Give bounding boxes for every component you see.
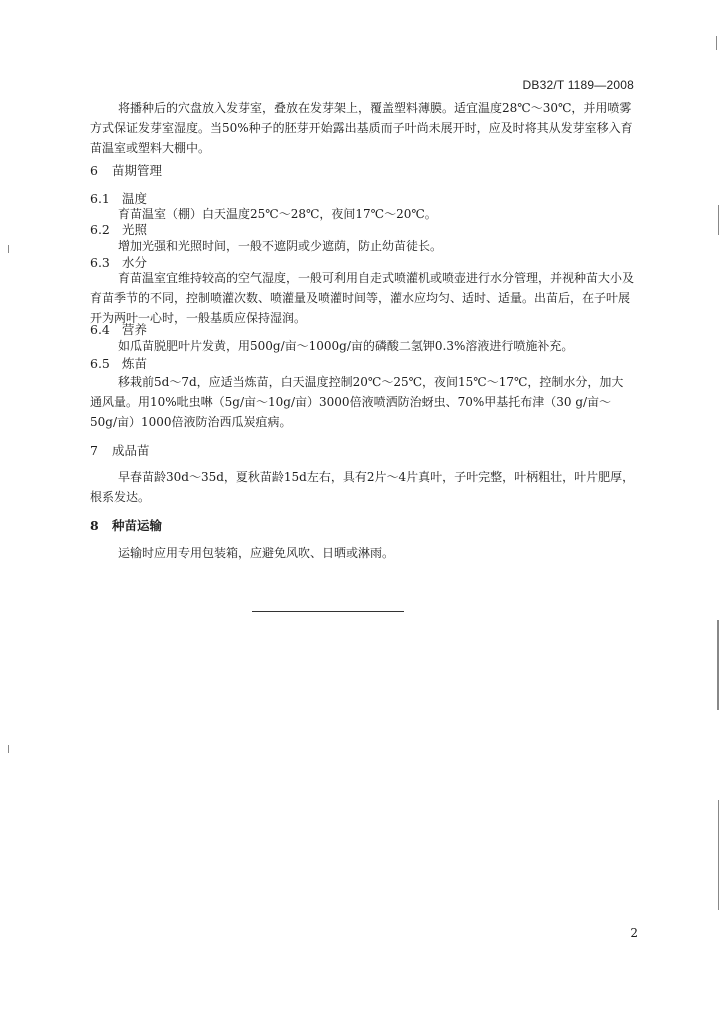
scan-mark <box>8 745 9 753</box>
section-title: 种苗运输 <box>112 518 163 533</box>
standard-code: DB32/T 1189—2008 <box>522 78 634 92</box>
section-title: 成品苗 <box>112 443 150 458</box>
section-number: 7 <box>90 443 98 458</box>
section-8-heading <box>90 516 162 536</box>
intro-paragraph: 将播种后的穴盘放入发芽室，叠放在发芽架上，覆盖塑料薄膜。适宜温度28℃～30℃，并用喷雾方式保证发芽室湿度。当50%种子的胚芽开始露出基质而子叶尚未展开时，应及时将其从发芽室移入育苗温室或塑料大棚中。 <box>90 101 633 155</box>
section-7-heading <box>90 441 150 461</box>
section-number: 8 <box>90 518 99 533</box>
scan-mark <box>718 800 719 910</box>
subsection-number: 6.3 <box>90 255 110 270</box>
section-6-3-text: 育苗温室宜维持较高的空气湿度，一般可利用自走式喷灌机或喷壶进行水分管理，并视种苗大小及育苗季节的不同，控制喷灌次数、喷灌量及喷灌时间等，灌水应均匀、适时、适量。出苗后，在子叶展开为两叶一心时，一般基质应保持湿润。 <box>90 271 635 325</box>
subsection-number: 6.5 <box>90 356 110 371</box>
scan-mark <box>8 245 9 253</box>
subsection-number: 6.2 <box>90 222 110 237</box>
section-6-heading <box>90 161 162 181</box>
section-number: 6 <box>90 163 98 178</box>
section-6-4-text: 如瓜苗脱肥叶片发黄，用500g/亩～1000g/亩的磷酸二氢钾0.3%溶液进行喷施补充。 <box>118 339 574 353</box>
subsection-number: 6.4 <box>90 322 110 337</box>
scan-mark <box>717 620 719 710</box>
page-number: 2 <box>630 926 638 940</box>
subsection-number: 6.1 <box>90 191 110 206</box>
section-7-text: 早春苗龄30d～35d，夏秋苗龄15d左右，具有2片～4片真叶，子叶完整，叶柄粗壮，叶片肥厚，根系发达。 <box>90 470 635 504</box>
end-of-document-rule <box>252 611 404 612</box>
section-title: 苗期管理 <box>112 163 163 178</box>
scan-mark <box>718 205 719 235</box>
subsection-title: 营养 <box>122 322 148 337</box>
section-6-2-text: 增加光强和光照时间，一般不遮阴或少遮荫，防止幼苗徒长。 <box>118 239 443 253</box>
section-6-5-text: 移栽前5d～7d，应适当炼苗，白天温度控制20℃～25℃，夜间15℃～17℃，控制水分，加大通风量。用10%吡虫啉（5g/亩～10g/亩）3000倍液喷洒防治蚜虫、70%甲基托布津（30 g/亩～50g/亩）1000倍液防治西瓜炭疽病。 <box>90 375 624 429</box>
subsection-title: 温度 <box>122 191 148 206</box>
subsection-title: 炼苗 <box>122 356 148 371</box>
section-6-1-text: 育苗温室（棚）白天温度25℃～28℃，夜间17℃～20℃。 <box>118 207 437 221</box>
subsection-title: 水分 <box>122 255 148 270</box>
section-6-5-heading <box>90 354 147 374</box>
scan-mark <box>716 36 717 50</box>
section-8-text: 运输时应用专用包装箱，应避免风吹、日晒或淋雨。 <box>118 546 395 560</box>
subsection-title: 光照 <box>122 222 148 237</box>
